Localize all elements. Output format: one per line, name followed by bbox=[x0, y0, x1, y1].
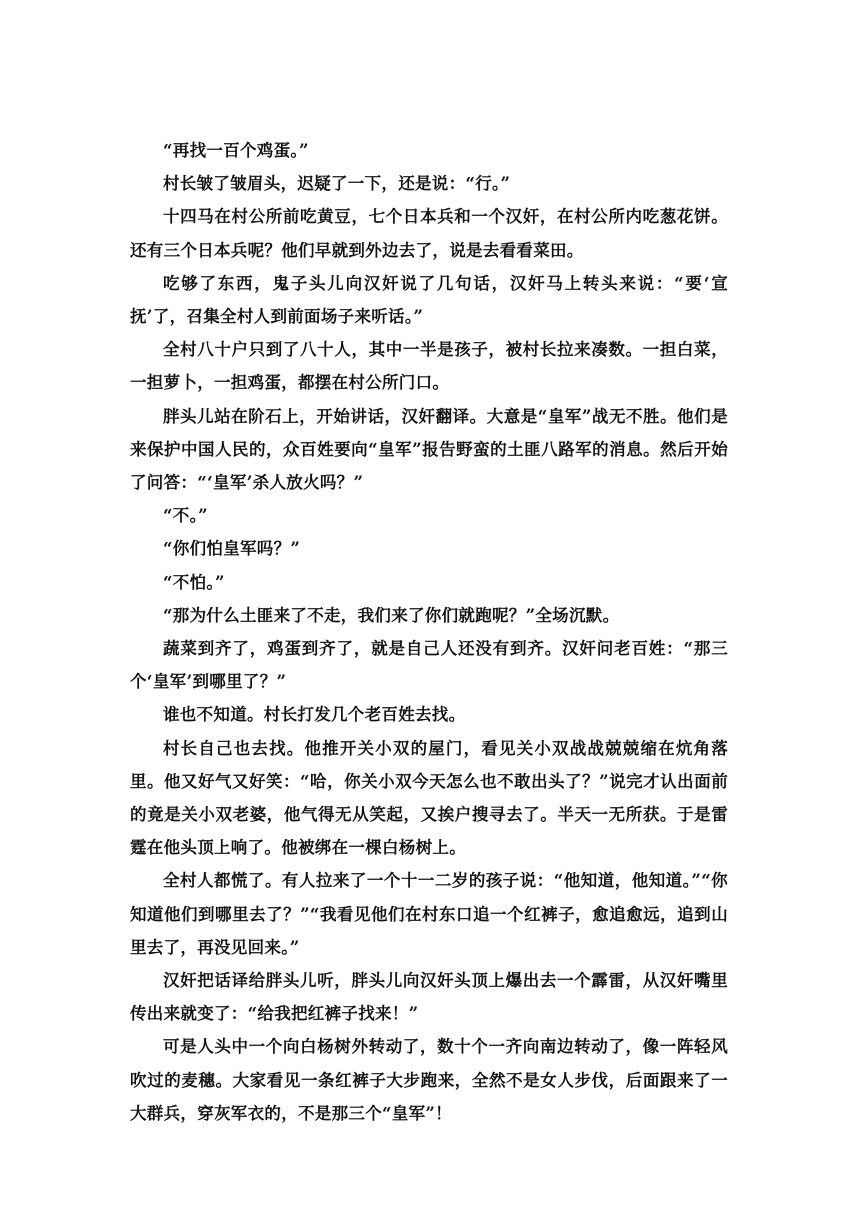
paragraph: “那为什么土匪来了不走，我们来了你们就跑呢？”全场沉默。 bbox=[163, 605, 620, 625]
paragraph: 十四马在村公所前吃黄豆，七个日本兵和一个汉奸，在村公所内吃葱花饼。还有三个日本兵呢？他们早就到外边去了，说是去看看菜田。 bbox=[130, 207, 728, 260]
paragraph: 村长皱了皱眉头，迟疑了一下，还是说：“行。” bbox=[163, 174, 511, 194]
paragraph: 谁也不知道。村长打发几个老百姓去找。 bbox=[163, 705, 466, 725]
paragraph: “不怕。” bbox=[163, 572, 225, 592]
paragraph: 胖头儿站在阶石上，开始讲话，汉奸翻译。大意是“皇军”战无不胜。他们是来保护中国人民的，众百姓要向“皇军”报告野蛮的土匪八路军的消息。然后开始了问答：“‘皇军’杀人放火吗？” bbox=[130, 406, 728, 493]
paragraph: 全村人都慌了。有人拉来了一个十一二岁的孩子说：“他知道，他知道。”“你知道他们到哪里去了？”“我看见他们在村东口追一个红裤子，愈追愈远，追到山里去了，再没见回来。” bbox=[130, 871, 728, 957]
paragraph: 汉奸把话译给胖头儿听，胖头儿向汉奸头顶上爆出去一个霹雷，从汉奸嘴里传出来就变了：“给我把红裤子找来！” bbox=[130, 971, 728, 1024]
paragraph: 可是人头中一个向白杨树外转动了，数十个一齐向南边转动了，像一阵轻风吹过的麦穗。大家看见一条红裤子大步跑来，全然不是女人步伐，后面跟来了一大群兵，穿灰军衣的，不是那三个“皇军”！ bbox=[130, 1037, 728, 1123]
paragraph: 村长自己也去找。他推开关小双的屋门，看见关小双战战兢兢缩在炕角落里。他又好气又好笑：“哈，你关小双今天怎么也不敢出头了？”说完才认出面前的竟是关小双老婆，他气得无从笑起，又挨户搜寻去了。半天一无所获。于是雷霆在他头顶上响了。他被绑在一棵白杨树上。 bbox=[130, 738, 728, 858]
paragraph: 吃够了东西，鬼子头儿向汉奸说了几句话，汉奸马上转头来说：“要‘宣抚’了，召集全村人到前面场子来听话。” bbox=[130, 273, 728, 327]
paragraph: 全村八十户只到了八十人，其中一半是孩子，被村长拉来凑数。一担白菜，一担萝卜，一担鸡蛋，都摆在村公所门口。 bbox=[130, 340, 728, 393]
paragraph: “再找一百个鸡蛋。” bbox=[163, 141, 309, 160]
paragraph: “你们怕皇军吗？” bbox=[163, 539, 301, 559]
paragraph: “不。” bbox=[163, 506, 208, 526]
document-body bbox=[130, 134, 728, 1130]
paragraph: 蔬菜到齐了，鸡蛋到齐了，就是自己人还没有到齐。汉奸问老百姓：“那三个‘皇军’到哪里了？” bbox=[130, 639, 728, 692]
